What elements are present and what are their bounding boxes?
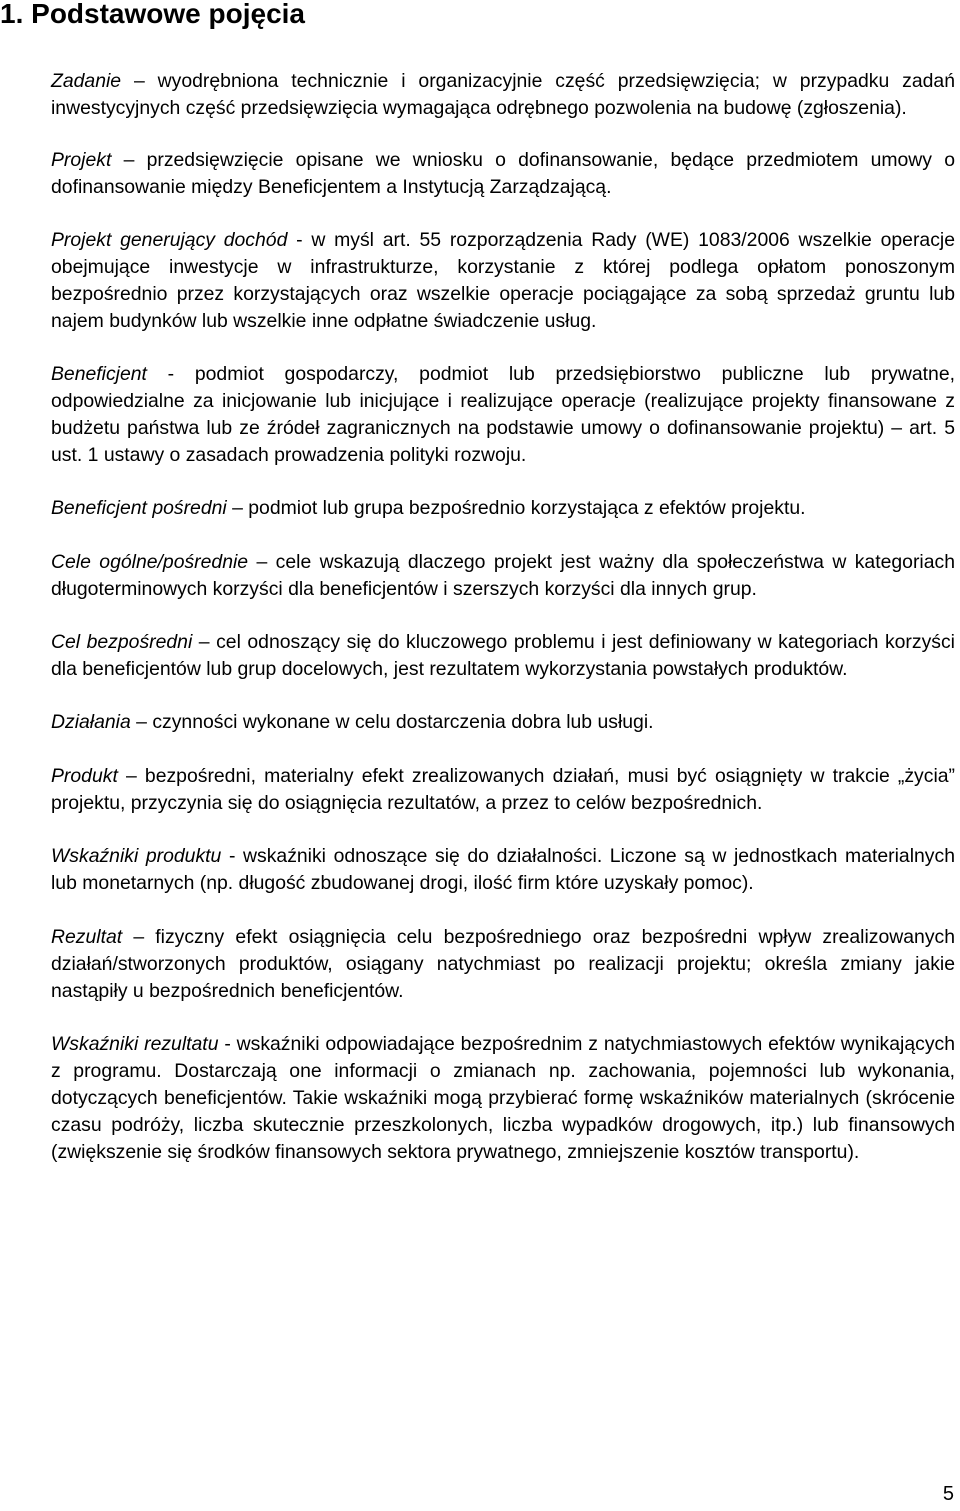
definition-produkt — [51, 763, 955, 817]
definition-term: Działania — [51, 711, 131, 733]
section-title: Podstawowe pojęcia — [31, 0, 305, 29]
definition-cel-bezposredni — [51, 629, 955, 683]
definition-wskazniki-rezultatu — [51, 1031, 955, 1166]
definition-term: Produkt — [51, 765, 118, 787]
definition-text: - wskaźniki odpowiadające bezpośrednim z natychmiastowych efektów wynikających z programu. Dostarczają one informacji o zmianach np. zachowania, pojemności lub wykonania, dotyczących beneficjentów. Takie wskaźniki mogą przybierać formę wskaźników materialnych (skrócenie czasu podróży, liczba skutecznie przeszkolonych, liczba wypadków drogowych, itp.) lub finansowych (zwiększenie się środków finansowych sektora prywatnego, zmniejszenie kosztów transportu). — [51, 1033, 955, 1163]
definition-beneficjent-posredni — [51, 495, 955, 522]
definition-text: – bezpośredni, materialny efekt zrealizowanych działań, musi być osiągnięty w trakcie „życia” projektu, przyczynia się do osiągnięcia rezultatów, a przez to celów bezpośrednich. — [51, 765, 955, 814]
definition-text: – przedsięwzięcie opisane we wniosku o dofinansowanie, będące przedmiotem umowy o dofinansowanie między Beneficjentem a Instytucją Zarządzającą. — [51, 149, 955, 198]
definition-term: Beneficjent pośredni — [51, 497, 227, 519]
definition-term: Rezultat — [51, 926, 123, 948]
definition-projekt — [51, 147, 955, 201]
definition-term: Projekt — [51, 149, 112, 171]
definition-text: - podmiot gospodarczy, podmiot lub przedsiębiorstwo publiczne lub prywatne, odpowiedzialne za inicjowanie lub inicjujące i realizujące operacje (realizujące projekty finansowane z budżetu państwa lub ze źródeł zagranicznych na podstawie umowy o dofinansowanie projektu) – art. 5 ust. 1 ustawy o zasadach prowadzenia polityki rozwoju. — [51, 363, 955, 466]
definition-beneficjent — [51, 361, 955, 469]
page-number: 5 — [942, 1483, 954, 1505]
definition-projekt-generujacy-dochod — [51, 227, 955, 335]
definition-text: – cele wskazują dlaczego projekt jest ważny dla społeczeństwa w kategoriach długoterminowych korzyści dla beneficjentów i szerszych korzyści dla innych grup. — [51, 551, 955, 600]
definition-term: Beneficjent — [51, 363, 147, 385]
definition-term: Projekt generujący dochód — [51, 229, 288, 251]
definition-zadanie — [51, 68, 955, 122]
definition-term: Zadanie — [51, 70, 122, 92]
definition-text: – cel odnoszący się do kluczowego problemu i jest definiowany w kategoriach korzyści dla beneficjentów lub grup docelowych, jest rezultatem wykorzystania powstałych produktów. — [51, 631, 955, 680]
section-number: 1. — [0, 0, 24, 29]
page-title — [0, 0, 305, 32]
definition-dzialania — [51, 709, 955, 736]
definition-term: Cel bezpośredni — [51, 631, 193, 653]
definition-term: Wskaźniki rezultatu — [51, 1033, 219, 1055]
definition-rezultat — [51, 924, 955, 1005]
definition-text: – fizyczny efekt osiągnięcia celu bezpośredniego oraz bezpośredni wpływ zrealizowanych działań/stworzonych produktów, osiągany natychmiast po realizacji projektu; określa zmiany jakie nastąpiły u bezpośrednich beneficjentów. — [51, 926, 955, 1002]
definition-wskazniki-produktu — [51, 843, 955, 897]
definition-text: – wyodrębniona technicznie i organizacyjnie część przedsięwzięcia; w przypadku zadań inwestycyjnych część przedsięwzięcia wymagająca odrębnego pozwolenia na budowę (zgłoszenia). — [51, 70, 955, 119]
definition-term: Wskaźniki produktu — [51, 845, 222, 867]
definition-term: Cele ogólne/pośrednie — [51, 551, 249, 573]
definition-text: - w myśl art. 55 rozporządzenia Rady (WE) 1083/2006 wszelkie operacje obejmujące inwestycje w infrastrukturze, korzystanie z której podlega opłatom ponoszonym bezpośrednio przez korzystających oraz wszelkie operacje pociągające za sobą sprzedaż gruntu lub najem budynków lub wszelkie inne odpłatne świadczenie usług. — [51, 229, 955, 332]
definition-cele-ogolne — [51, 549, 955, 603]
definition-text: - wskaźniki odnoszące się do działalności. Liczone są w jednostkach materialnych lub monetarnych (np. długość zbudowanej drogi, ilość firm które uzyskały pomoc). — [51, 845, 955, 894]
definitions-list — [51, 68, 955, 1166]
definition-text: – podmiot lub grupa bezpośrednio korzystająca z efektów projektu. — [226, 497, 806, 519]
definition-text: – czynności wykonane w celu dostarczenia dobra lub usługi. — [130, 711, 654, 733]
